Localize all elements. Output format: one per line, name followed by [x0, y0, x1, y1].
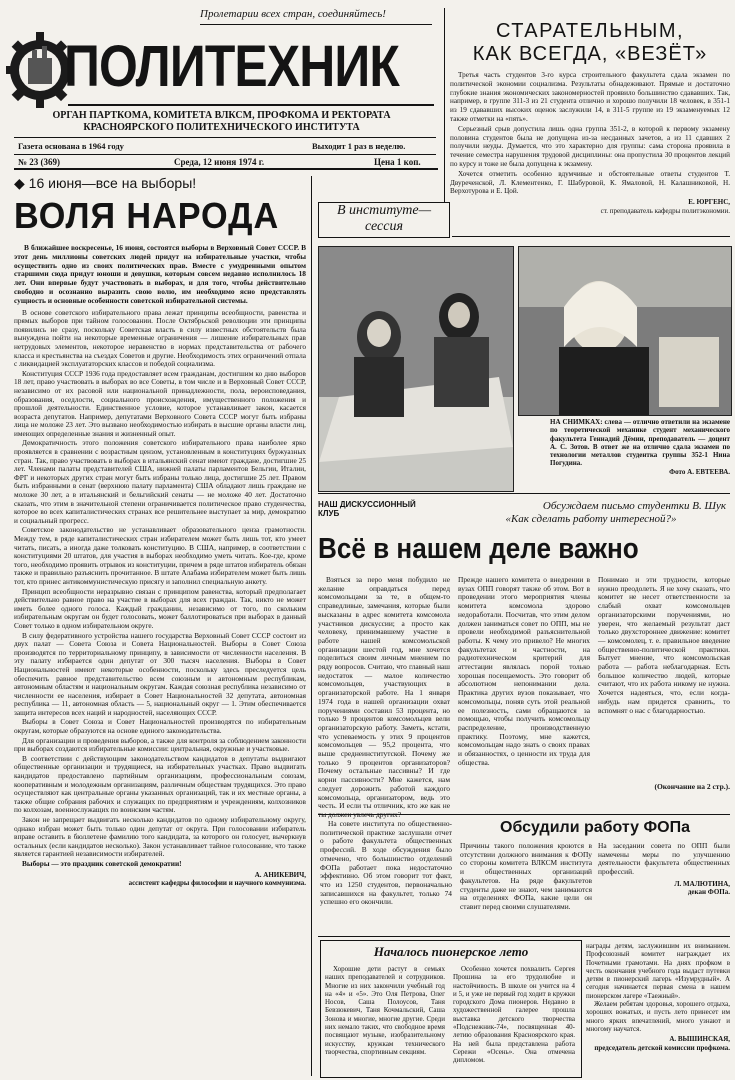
- session-label-line2: сессия: [365, 219, 403, 234]
- pioneer-col-2: Особенно хочется похвалить Сергея Прошина за его трудолюбие и настойчивость. В школе он учится на 4 и 5, и уже не первый год ходит в кружки городского Дома пионеров. Недавно в художественной галерее прошла выставка детского творчества «Подснежник-74», посвященная 40-летию образования Красноярского края. На ней была представлена работа Сережи «Осень». Она отмечена дипломом.: [453, 965, 575, 1065]
- diamond-bullet-icon: ◆: [14, 175, 29, 191]
- subtitle-line2: КРАСНОЯРСКОГО ПОЛИТЕХНИЧЕСКОГО ИНСТИТУТА: [83, 122, 360, 133]
- discussion-intro-line2: «Как сделать работу интересной?»: [505, 513, 677, 525]
- elections-paragraph: Закон не запрещает выдвигать несколько кандидатов по одному избирательному округу, однако избран может быть только один депутат от округа. При голосовании избиратель вправе оставить в бюллетене фамилию того кандидата, за которого он голосует, вычеркнув остальных (если кандидатов несколько). Закон устанавливает тайное голосование, что также является гарантией независимости избирателей.: [14, 815, 306, 859]
- top-right-body: [450, 71, 730, 196]
- fopa-headline: Обсудили работу ФОПа: [500, 819, 690, 836]
- session-top-rule: [452, 236, 730, 237]
- fopa-top-rule: [318, 814, 730, 815]
- discussion-col-3: Понимаю и эти трудности, которые нужно преодолеть. Я не хочу сказать, что комитет не несет ответственности за слабый охват комсомольцев организаторскими поручениями, но уверен, что желаемый результат даст только двухстороннее движение: комитет — комсомолец, т. е. правильное введение общественно-политической практики. Бытует мнение, что комсомольская работа — работа неблагодарная. Есть большое количество людей, которые считают, что их работа никому не нужна. Хочется надеяться, что, если когда-нибудь нам придется сравнить, то вспомнят о нас с благодарностью.: [598, 575, 730, 715]
- elections-signature-role: ассистент кафедры философии и научного коммунизма.: [128, 879, 306, 888]
- elections-paragraph: В основе советского избирательного права лежат принципы всеобщности, равенства и прямых выборов при тайном голосовании. После Октябрьской революции эти принципы появились не сразу, поскольку Советская власть в силу известных обстоятельств была вынуждена пойти на некоторые временные ограничения — лишение избирательных прав нетрудовых элементов, некоторое неравенство в нормах представительства от рабочего класса и крестьянства на съездах Советов и другие. Необходимость этих ограничений отпала с ликвидацией эксплуататорских классов и победой социализма.: [14, 307, 306, 369]
- elections-paragraph: Выборы — это праздник советской демократии!: [22, 858, 182, 868]
- discussion-club-line1: НАШ ДИСКУССИОННЫЙ: [318, 500, 416, 509]
- pioneer-headline: Началось пионерское лето: [373, 944, 529, 959]
- issue-number: № 23 (369): [18, 157, 61, 167]
- pioneer-signature-role: председатель детской комиссии профкома.: [594, 1043, 730, 1052]
- session-photo-credit: Фото А. ЕВТЕЕВА.: [669, 467, 730, 476]
- exam-photo-right-scene: [519, 247, 731, 415]
- pioneer-col-3: награды детям, заслужившим их вниманием. Профсоюзный комитет награждает их Почетными грамотами. На днях профком в честь окончания учебного года выдаст путевки детям в пионерский лагерь «Изумрудный». А сегодня начинается первая смена в нашем пионерском лагере «Таежный».: [586, 942, 730, 1000]
- top-right-signature-role: ст. преподаватель кафедры политэкономии.: [600, 206, 730, 215]
- fopa-right-col: На заседании совета по ОПП были намечены меры по улучшению деятельности факультета общественных профессий.: [598, 841, 730, 877]
- elections-paragraph: В силу федеративного устройства нашего государства Верховный Совет СССР состоит из двух палат — Совета Союза и Совета Национальностей. Выборы в Совет Союза производятся по территориальному принципу, в зависимости от численности населения. В эту палату избирается один депутат от 300 тысяч населения. Выборы в Совет Национальностей имеют некоторые особенности, поскольку здесь преследуется цель обеспечить равное представительство всем союзным и автономным республикам, автономным областям и национальным округам. Каждая союзная республика независимо от численности ее населения, избирает в Совет Национальностей 32 депутата, автономная республика — 11, автономная область — 5, национальный округ — 1. Этим обеспечивается защита интересов всех наций и народностей, населяющих СССР.: [14, 630, 306, 717]
- discussion-top-rule: [318, 493, 730, 494]
- fopa-mid-col: Причины такого положения кроются в отсутствии должного внимания к ФОПу со стороны комитета ВЛКСМ института и общественных организаций факультетов. На ряде факультетов студенты даже не знают, чем занимаются на отделениях ФОПа, какие цели он ставит перед своими слушателями.: [460, 841, 592, 911]
- pioneer-col-4: Желаем ребятам здоровья, хорошего отдыха, хороших вожатых, и пусть лето принесет им много ярких впечатлений, много узнают и многому научатся.: [586, 1000, 730, 1033]
- discussion-club-line2: КЛУБ: [318, 509, 340, 518]
- fopa-right-wrap: [598, 842, 730, 897]
- masthead: [4, 4, 439, 167]
- fopa-left-col: На совете института по общественно-политической практике заслушали отчет о работе факультета общественных профессий. В ходе обсуждения было отмечено, что большинство отделений ФОПа работает пока недостаточно эффективно. Об этом говорит тот факт, что из 1250 студентов, первоначально записавшихся на факультет, только 74 успешно его окончили.: [320, 819, 452, 907]
- discussion-headline: Всё в нашем деле важно: [318, 533, 639, 565]
- pioneer-top-rule: [318, 936, 730, 937]
- elections-paragraph: В соответствии с действующим законодательством кандидатов в депутаты выдвигают общественные организации и трудящиеся, на избирательных участках. Право выдвигать кандидатов предоставлено партийным организациям, профессиональным союзам, кооперативным и молодежным организациям, различным обществам трудящихся. Это право осуществляют как центральные органы указанных организаций, так и их местные органы, а также общие собрания рабочих и служащих по предприятиям и учреждениям, колхозников по колхозам, военнослужащих по воинским частям.: [14, 753, 306, 815]
- top-right-paragraph: Серьезный срыв допустила лишь одна группа 351-2, в которой к первому экзамену половина студентов была не допущена из-за несданных зачетов, а из 11 сдавших 2 получили неуды. Думается, что это характерно для группы: сама сторона проявила в течение семестра нарушения трудовой дисциплины: она пропустила 30 процентов лекций по курсу и тоже не была допущена к экзамену.: [450, 124, 730, 168]
- session-label-line1: В институте—: [336, 203, 432, 218]
- founded-text: Газета основана в 1964 году: [18, 141, 124, 151]
- session-label-box: [318, 202, 450, 238]
- elections-kicker-text: 16 июня—все на выборы!: [28, 175, 197, 191]
- left-column-divider: [311, 176, 312, 1076]
- elections-paragraph: Демократичность этого положения советского избирательного права наиболее ярко проявляется в сравнении с возрастным цензом, установленным в конституциях буржуазных стран. Так, право участвовать в выборах в итальянский сенат имеют граждане, достигшие 25 лет. Членами палаты представителей США, нижней палаты парламентов Бельгии, Италии, ФРГ и некоторых других стран могут быть избраны только лица, достигшие 25 лет. Правом быть избранными в сенат (верхнюю палату парламента) США обладают лишь граждане не моложе 30 лет, а в итальянский и бельгийский сенаты — не моложе 40 лет. Достаточно сказать, что этим в значительной степени ограничивается политическое право студенчества, которое во всех капиталистических странах все решительнее выступает за мир, демократию и социальный прогресс.: [14, 438, 306, 525]
- pioneer-col-1: Хорошие дети растут в семьях наших преподавателей и сотрудников. Многие из них закончили учебный год на «4» и «5». Это Оля Петрова, Олег Носов, Саша Полоусов, Таня Бевзюкевич, Таня Кочмальский, Саша Зонова и многие, многие другие. Среди них немало таких, что свободное время посвящают музыке, изобразительному искусству, кружкам технического творчества, спортивным секциям.: [325, 965, 445, 1056]
- elections-body: [14, 309, 306, 869]
- elections-kicker: [14, 174, 306, 192]
- exam-photo-left: [318, 246, 514, 492]
- issue-date: Среда, 12 июня 1974 г.: [174, 157, 265, 167]
- top-right-headline-2: КАК ВСЕГДА, «ВЕЗЁТ»: [472, 43, 708, 65]
- elections-paragraph: Выборы в Совет Союза и Совет Национальностей производятся по избирательным округам, которые образуются на основе единого законодательства.: [14, 717, 306, 736]
- elections-article: [14, 174, 306, 1076]
- elections-paragraph: Принцип всеобщности неразрывно связан с принципом равенства, который предполагает действительно равное право на участие в выборах для всех граждан. Так, никто не может иметь более одного голоса. Каждый гражданин, независимо от того, по скольким избирательным округам он будет голосовать, может баллотироваться при выборах в данный Совет только в одном избирательном округе.: [14, 586, 306, 630]
- subtitle-line1: ОРГАН ПАРТКОМА, КОМИТЕТА ВЛКСМ, ПРОФКОМА И РЕКТОРАТА: [52, 110, 391, 121]
- fopa-signature-role: декан ФОПа.: [687, 888, 730, 897]
- elections-paragraph: Конституция СССР 1936 года предоставляет всем гражданам, достигшим ко дню выборов 18 лет, право участвовать в выборах во все Советы, в том числе и в Верховный Совет СССР, независимо от их расовой или национальной принадлежности, пола, вероисповедания, образования, оседлости, социального происхождения, имущественного положения и прошлой деятельности. Единственное условие, которое устанавливает закон, касается возраста депутатов. Например, депутатами Верховного Совета СССР могут быть избраны лица не моложе 23 лет. Это вызвано необходимостью избирать в высшие органы власти лиц, имеющих определенные знания и жизненный опыт.: [14, 368, 306, 438]
- masthead-rule-2: [14, 154, 436, 155]
- pioneer-right-wrap: [586, 942, 730, 1076]
- elections-headline: ВОЛЯ НАРОДА: [14, 195, 280, 236]
- top-right-divider: [444, 8, 445, 232]
- elections-paragraph: Советское законодательство не устанавливает образовательного ценза грамотности. Между тем, в ряде капиталистических стран избирателем может быть лишь тот, кто умеет читать, писать, а иногда даже толковать конституцию. В США, например, в соответствии с конституциями 20 штатов, для участия в выборах необходимо уметь читать. Кое-где, кроме того, необходимо проявить отрывок из конституции, причем в ряде штатов избиратель обязан также и правильно разъяснить прочитанное. В штате Алабама избирателем может быть лишь тот, кто принес антикоммунистическую присягу и заполнил специальную анкету.: [14, 525, 306, 586]
- pioneer-signature-name: А. ВЫШИНСКАЯ,: [669, 1035, 730, 1044]
- top-right-headline-1: СТАРАТЕЛЬНЫМ,: [495, 20, 685, 42]
- session-caption: [550, 418, 730, 476]
- exam-photo-left-scene: [319, 247, 513, 491]
- discussion-club-label: [318, 500, 438, 518]
- issue-price: Цена 1 коп.: [374, 157, 421, 167]
- frequency-text: Выходит 1 раз в неделю.: [312, 141, 406, 151]
- discussion-col-1: Взяться за перо меня побудило не желание оправдаться перед комсомольцами за те, в общем-то справедливые, замечания, которые были высказаны в адрес комитета комсомола участников дискуссии; а просто как человеку, принимавшему участие в работе нашей комсомольской организации шестой год, мне хочется поделиться своим личным мнением по ряду вопросов. Считаю, что главный наш недостаток — малое количество комсомольцев, участвующих в организаторской работе. На 1 января 1974 года в нашей организации охват поручениями составил 53 процента, но только 9 процентов комсомольцев вели организаторскую работу. Заметь, кстати, что успеваемость у этих 9 процентов комсомольцев — 95,2 процента, что выше среднеинститутской. Почему же только 9 процентов организаторов? Почему остальные пассивны? И где корни пассивности? Мне кажется, нам следует дорожить работой каждого комсомольца, организатором, ведь это честь. И если ты отличник, кто же как не ты должен увлечь других?: [318, 575, 450, 819]
- top-right-signature-name: Е. ЮРГЕНС,: [688, 198, 730, 207]
- discussion-col-2: Прежде нашего комитета о внедрении в вузах ОПП говорят также об этом. Вот в проведении этого мероприятия члены комитета комсомола здорово недоработали. Посчитав, что этим делом должен заниматься совет по ОПП, мы не провели необходимой разъяснительной работы. К чему это привело? Не многих факультетах и частности, на радиотехническом критерий для аттестации являлась порой только хорошая посещаемость. Это говорит об абсолютном непонимании дела. Практика других вузов показывает, что комсомольцы, поняв суть этой реальной ее полезность, сами обращаются за помощью, чтобы получить комсомольцу распределение, производственную практику. Поэтому, мне кажется, комсомольцам надо знать о своих правах и обязанностях, о ценности их труда для общества.: [458, 575, 590, 767]
- pioneer-box: [320, 940, 582, 1078]
- elections-signature-name: А. АНИКЕВИЧ,: [254, 870, 306, 879]
- discussion-continued: (Окончание на 2 стр.).: [654, 782, 730, 791]
- slogan: Пролетарии всех стран, соединяйтесь!: [200, 8, 386, 20]
- masthead-rule-1: [14, 137, 436, 138]
- session-caption-text: слева — отлично ответили на экзамене по теоретической механике студент механического факультета Геннадий Дёмин, преподаватель — доцент А. С. Зотов. В ответ же на отлично сдала экзамен по технологии металлов студентка группы 352-1 Нина Погудина.: [550, 418, 730, 468]
- discussion-intro-line1: Обсуждаем письмо студентки В. Шук: [542, 500, 726, 512]
- discussion-intro: [452, 500, 730, 526]
- elections-paragraph: Для организации и проведения выборов, а также для контроля за соблюдением законности при выборах создаются избирательные комиссии: центральная, окружные и участковые.: [14, 735, 306, 754]
- top-right-article: [450, 20, 730, 215]
- exam-photo-right: [518, 246, 732, 416]
- fopa-signature-name: Л. МАЛЮТИНА,: [674, 879, 730, 888]
- elections-lead: В ближайшее воскресенье, 16 июня, состоятся выборы в Верховный Совет СССР. В этот день миллионы советских людей придут на избирательные участки, чтобы осуществить одно из своих политических прав. Вместе с умудренными опытом старшими сюда придут юноши и девушки, которым совсем недавно исполнилось 18 лет. Они впервые будут участвовать в выборах, и для того, чтобы действительно свободно и осознанно выразить свою волю, им необходимо ясно представлять сущность и основные особенности советской избирательной системы.: [14, 243, 306, 305]
- newspaper-title: ПОЛИТЕХНИК: [64, 34, 399, 99]
- top-right-paragraph: Третья часть студентов 3-го курса строительного факультета сдала экзамен по политической экономии социализма. Результаты обнадеживают. Прямые и достаточно глубокие знания экономических закономерностей проявило большинство сдававших. Так, например, в группе 311-3 из 21 студента отлично и хорошо получили 18 человек, в 351-1 из 19 сдававших высоких оценок заслужили 14, в 311-5 группе из 19 экзаменуемых 12 также отметки на «пять».: [450, 71, 730, 123]
- discussion-col-3-wrap: [598, 576, 730, 810]
- session-caption-title: НА СНИМКАХ:: [550, 418, 603, 426]
- title-underline: [68, 104, 434, 106]
- top-right-paragraph: Хочется отметить особенно вдумчивые и обстоятельные ответы студентов Т. Двуреченской, Л. Клементенко, Г. Шабуровой, К. Ямаловой, Н. Калашниковой, Н. Верхотурова и Е. Цой.: [450, 169, 730, 196]
- slogan-underline: [200, 24, 432, 25]
- masthead-bottom-rule: [14, 168, 438, 170]
